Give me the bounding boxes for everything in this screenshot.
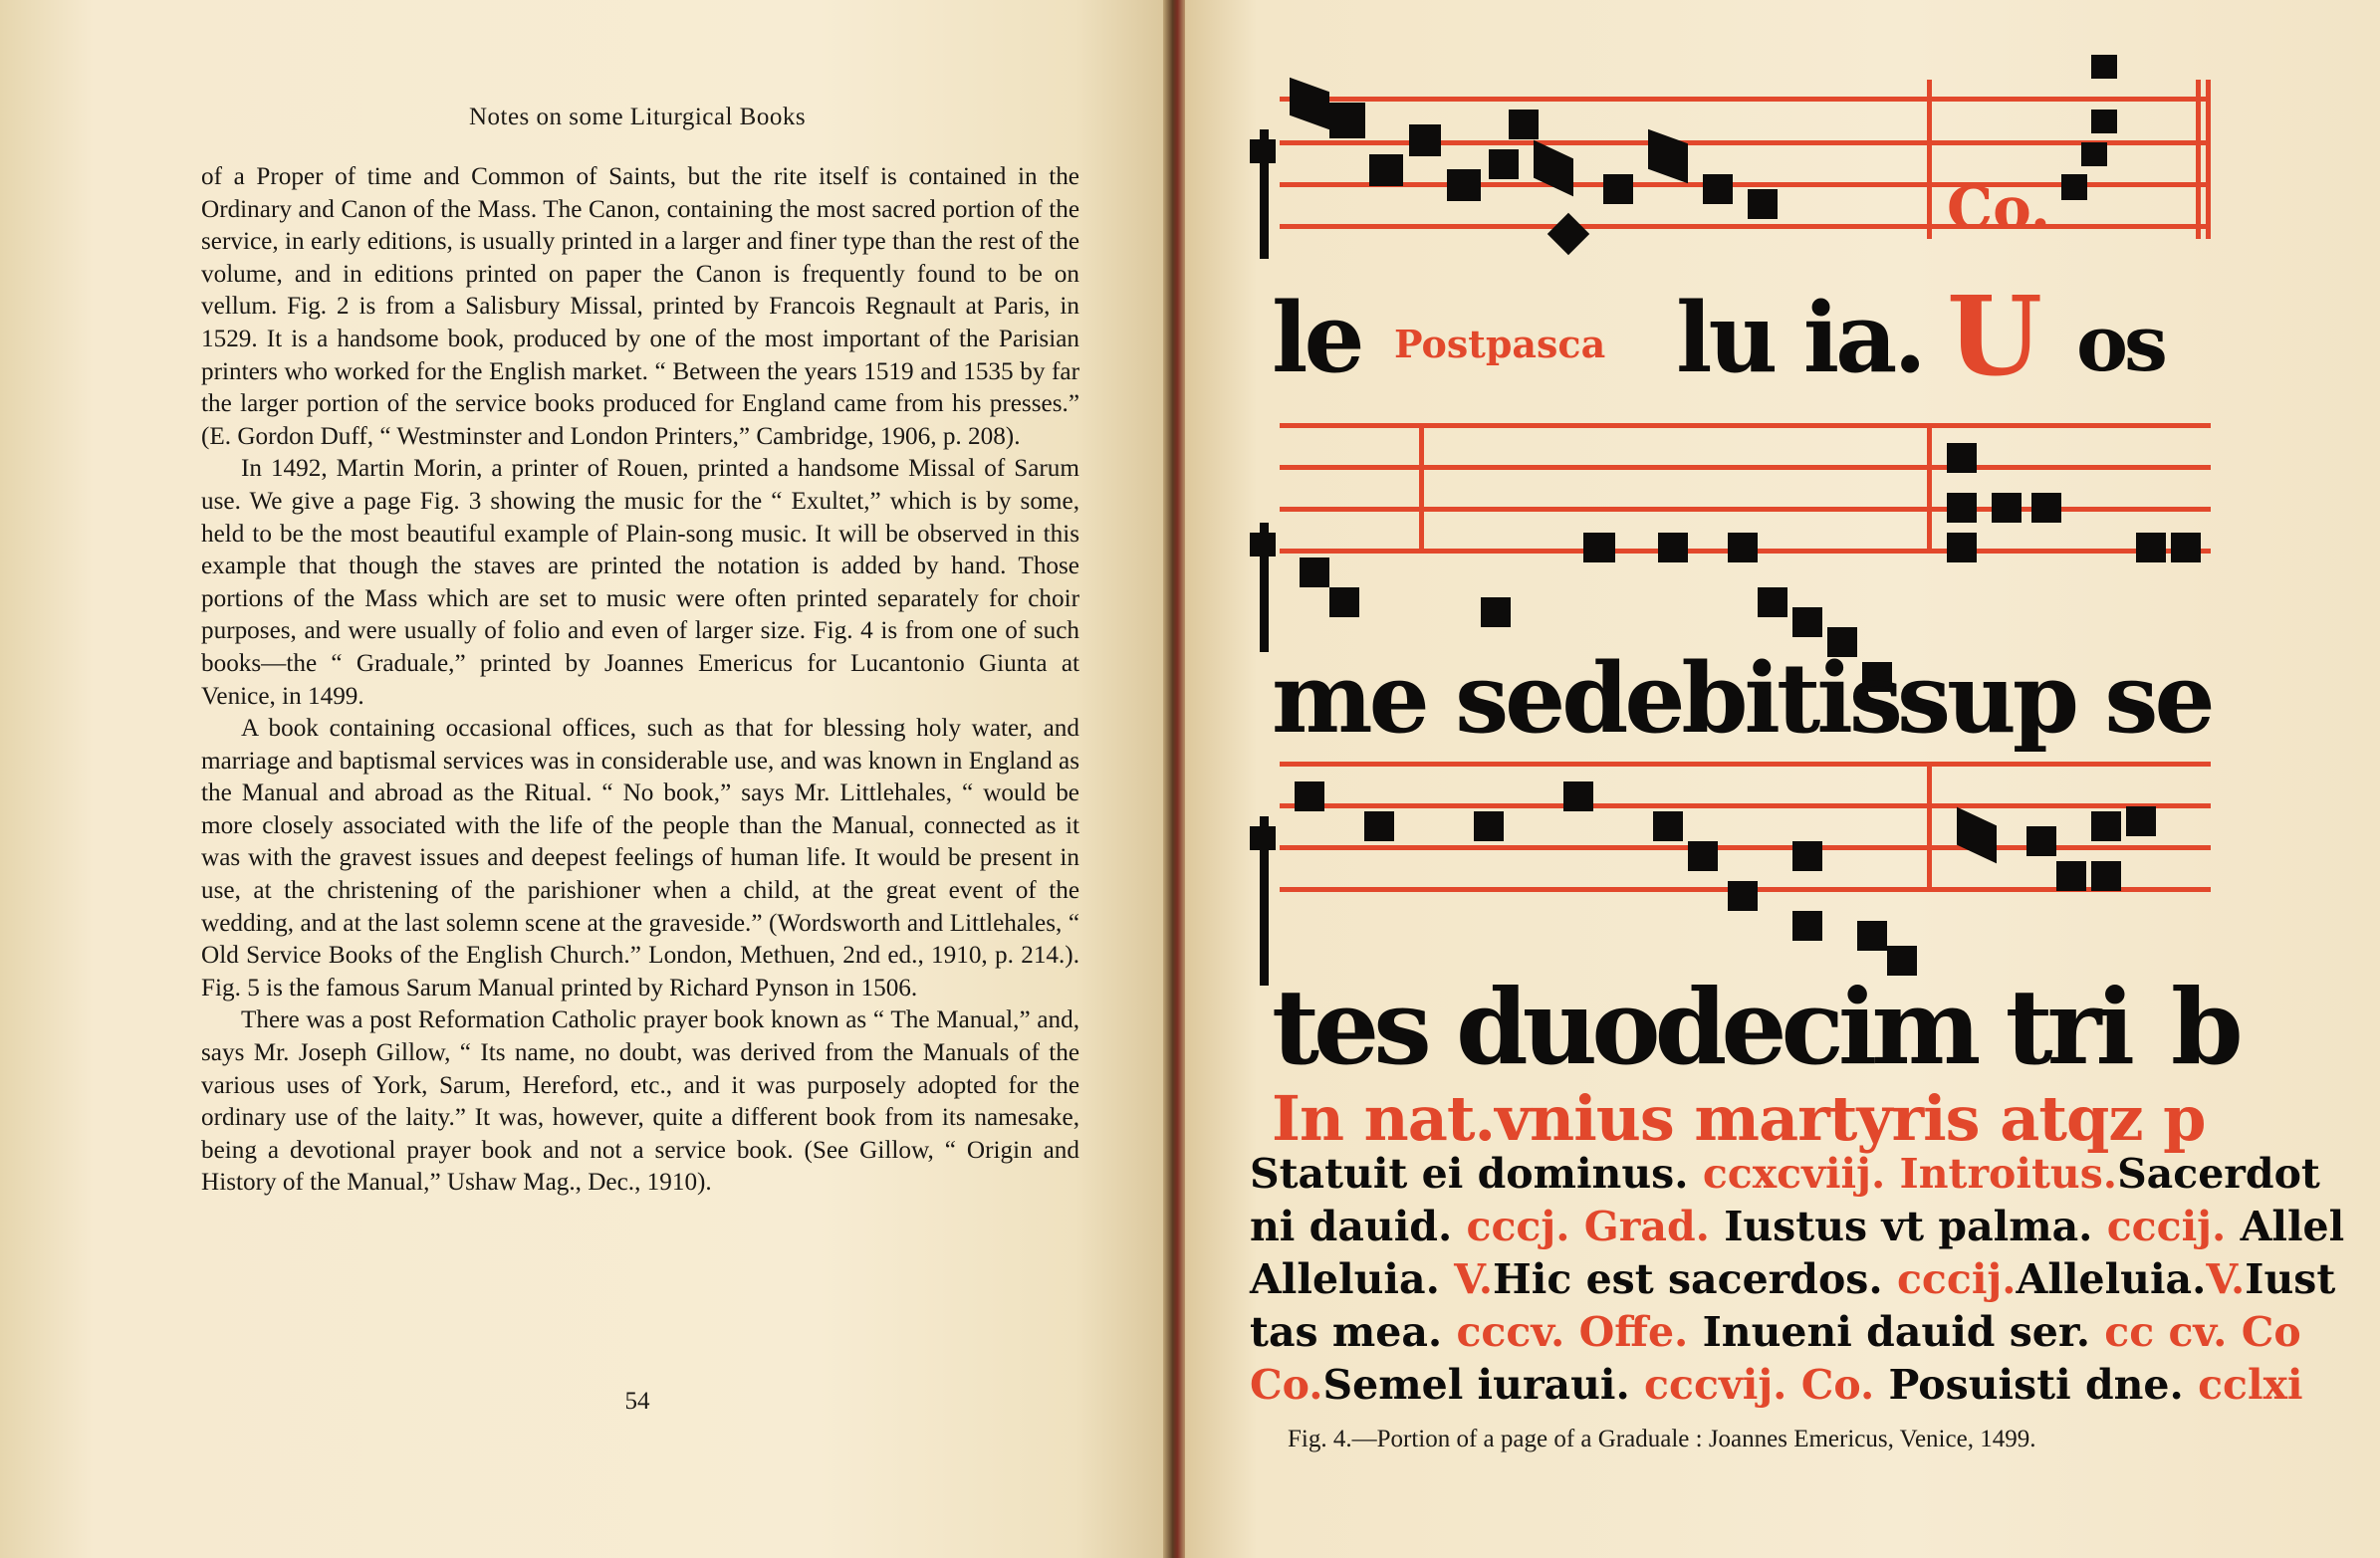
office-text-line: [1250, 1150, 2320, 1198]
bar-line: [2206, 80, 2211, 239]
rubric-text: cccv.: [1456, 1308, 1579, 1356]
neume: [2056, 861, 2086, 891]
office-text: Iustus vt palma.: [1724, 1203, 2107, 1250]
bar-line: [1927, 762, 1932, 891]
office-text-line: [1250, 1203, 2344, 1250]
chant-syllable: sup se: [1897, 642, 2212, 755]
neume: [1329, 587, 1359, 617]
communion-rubric: Co.: [1947, 174, 2051, 242]
neume: [2026, 826, 2056, 856]
neume: [1957, 807, 1997, 864]
bar-line: [2196, 80, 2201, 239]
office-text: Iust: [2245, 1255, 2336, 1303]
neume: [2091, 55, 2117, 79]
neume: [1409, 124, 1441, 156]
rubric-text: Co.: [1800, 1361, 1889, 1409]
office-text-line: [1250, 1255, 2335, 1303]
rubric-postpasca: Postpasca: [1394, 322, 1606, 366]
neume: [1547, 213, 1589, 255]
bar-line: [1419, 423, 1424, 553]
neume: [1947, 493, 1977, 523]
chant-syllable: lu ia.: [1676, 282, 1923, 394]
book-gutter: [1163, 0, 1187, 1558]
rubric-text: cccij.: [2106, 1203, 2241, 1250]
staff-line: [1280, 97, 2211, 102]
office-text: tas mea.: [1250, 1308, 1457, 1356]
neume: [1250, 533, 1276, 556]
chant-syllable: tes duodecim tri: [1272, 966, 2129, 1088]
neume: [1300, 557, 1329, 587]
neume: [1534, 140, 1573, 197]
red-initial: U: [1947, 272, 2042, 400]
rubric-text: Offe.: [1578, 1308, 1703, 1356]
neume: [1290, 78, 1329, 130]
neume: [2091, 110, 2117, 133]
page-number: 54: [624, 1388, 650, 1415]
neume: [1992, 493, 2022, 523]
neume: [2061, 174, 2087, 200]
bar-line: [1927, 423, 1932, 553]
neume: [1728, 533, 1758, 562]
neume: [1474, 811, 1504, 841]
office-text: Statuit ei dominus.: [1250, 1150, 1703, 1198]
neume: [1688, 841, 1718, 871]
chant-syllable: me sedebitis: [1272, 642, 1899, 755]
neume: [1329, 103, 1365, 138]
rubric-text: cccj.: [1466, 1203, 1584, 1250]
graduale-plate: [1250, 55, 2345, 1409]
neume: [1563, 781, 1593, 811]
rubric-text: cccij.: [1896, 1255, 2017, 1303]
neume: [1653, 811, 1683, 841]
office-text-line: [1250, 1361, 2303, 1409]
paragraph-3: A book containing occasional offices, such as that for blessing holy water, and marriage and baptismal services was in considerable use, and was known in England as the Manual and abroad as the Ritual. “ No book,” says Mr. Littlehales, “ would be more closely associated with the life of the people than the Manual, connected as it was with the gravest issues and deepest feelings of human life. It would be present in use, at the christening of the parishioner when a child, at the great event of the wedding, and at the last solemn scene at the graveside.” (Wordsworth and Littlehales, “ Old Service Books of the English Church.” London, Methuen, 2nd ed., 1910, p. 214.). Fig. 5 is the famous Sarum Manual printed by Richard Pynson in 1506.: [201, 715, 1079, 1002]
neume: [1481, 597, 1511, 627]
figure-caption: Fig. 4.—Portion of a page of a Graduale : Joannes Emericus, Venice, 1499.: [1288, 1426, 2036, 1452]
chant-syllable: le: [1272, 282, 1361, 394]
office-text: Hic est sacerdos.: [1493, 1255, 1897, 1303]
office-text: Sacerdot: [2117, 1150, 2320, 1198]
office-text: Inueni dauid ser.: [1702, 1308, 2105, 1356]
bar-line: [1927, 80, 1932, 239]
staff-line: [1280, 224, 2211, 229]
office-text: ni dauid.: [1250, 1203, 1467, 1250]
neume: [1250, 139, 1276, 163]
neume: [2091, 861, 2121, 891]
rubric-text: Introitus.: [1899, 1150, 2118, 1198]
rubric-text: cccvij.: [1644, 1361, 1801, 1409]
neume: [2081, 142, 2107, 166]
rubric-text: ccxcviij.: [1702, 1150, 1900, 1198]
staff-line: [1280, 845, 2211, 850]
left-page: [0, 0, 1170, 1558]
chant-syllable: os: [2076, 299, 2164, 389]
office-text: Alleluia.: [1250, 1255, 1455, 1303]
paragraph-4: There was a post Reformation Catholic prayer book known as “ The Manual,” and, says Mr. Joseph Gillow, “ Its name, no doubt, was derived from the Manuals of the various uses of York, Sarum, Hereford, etc., and it was purposely adopted for the ordinary use of the laity.” It was, however, quite a different book from its namesake, being a devotional prayer book and not a service book. (See Gillow, “ Origin and History of the Manual,” Ushaw Mag., Dec., 1910).: [201, 1006, 1079, 1197]
neume: [1295, 781, 1324, 811]
staff-line: [1280, 803, 2211, 808]
neume: [1703, 174, 1733, 204]
neume: [1250, 826, 1276, 850]
rubric-text: V.: [1454, 1255, 1494, 1303]
running-head: Notes on some Liturgical Books: [468, 104, 807, 130]
neume: [1792, 841, 1822, 871]
paragraph-1: of a Proper of time and Common of Saints, but the rite itself is contained in the Ordinary and Canon of the Mass. The Canon, containing the most sacred portion of the service, in early editions, is usually printed in a larger and finer type than the rest of the volume, and in editions printed on paper the Canon is frequently found to be on vellum. Fig. 2 is from a Salisbury Missal, printed by Francois Regnault at Paris, in 1529. It is a handsome book, produced by one of the most important of the Parisian printers who worked for the English market. “ Between the years 1519 and 1535 by far the larger portion of the service books produced for England came from his presses.” (E. Gordon Duff, “ Westminster and London Printers,” Cambridge, 1906, p. 208).: [201, 163, 1079, 450]
neume: [1947, 443, 1977, 473]
neume: [1792, 911, 1822, 941]
paragraph-2: In 1492, Martin Morin, a printer of Rouen, printed a handsome Missal of Sarum use. We give a page Fig. 3 showing the music for the “ Exultet,” which is by some, held to be the most beautiful example of Plain-song music. It will be observed in this example that though the staves are printed the notation is added by hand. Those portions of the Mass which are set to music were often printed separately for choir purposes, and were usually of folio and even of larger size. Fig. 4 is from one of such books—the “ Graduale,” printed by Joannes Emericus for Lucantonio Giunta at Venice, in 1499.: [201, 455, 1079, 710]
rubric-text: Co.: [1250, 1361, 1323, 1409]
neume: [1728, 881, 1758, 911]
neume: [1369, 154, 1403, 186]
neume: [2031, 493, 2061, 523]
office-text-line: [1250, 1308, 2301, 1356]
rubric-text: V.: [2206, 1255, 2246, 1303]
office-heading: In nat.vnius martyris atqz p: [1272, 1082, 2206, 1155]
office-text: Allel: [2240, 1203, 2345, 1250]
neume: [1748, 189, 1778, 219]
neume: [1758, 587, 1787, 617]
neume: [2136, 533, 2166, 562]
neume: [1364, 811, 1394, 841]
neume: [2091, 811, 2121, 841]
neume: [1489, 149, 1519, 179]
neume: [1648, 129, 1688, 184]
rubric-text: cc cv.: [2104, 1308, 2242, 1356]
chant-syllable: b: [2171, 966, 2244, 1088]
neume: [1509, 110, 1539, 139]
neume: [1583, 533, 1615, 562]
rubric-text: cclxi: [2198, 1361, 2303, 1409]
neume: [1603, 174, 1633, 204]
rubric-text: Grad.: [1583, 1203, 1725, 1250]
office-text: Semel iuraui.: [1322, 1361, 1645, 1409]
neume: [1658, 533, 1688, 562]
rubric-text: Co: [2241, 1308, 2301, 1356]
body-text: [201, 161, 1079, 1200]
office-text: Alleluia.: [2016, 1255, 2207, 1303]
staff-line: [1280, 762, 2211, 767]
office-text: Posuisti dne.: [1888, 1361, 2199, 1409]
neume: [1857, 921, 1887, 951]
neume: [1792, 607, 1822, 637]
neume: [2171, 533, 2201, 562]
neume: [1447, 169, 1481, 201]
neume: [1947, 533, 1977, 562]
neume: [2126, 806, 2156, 836]
